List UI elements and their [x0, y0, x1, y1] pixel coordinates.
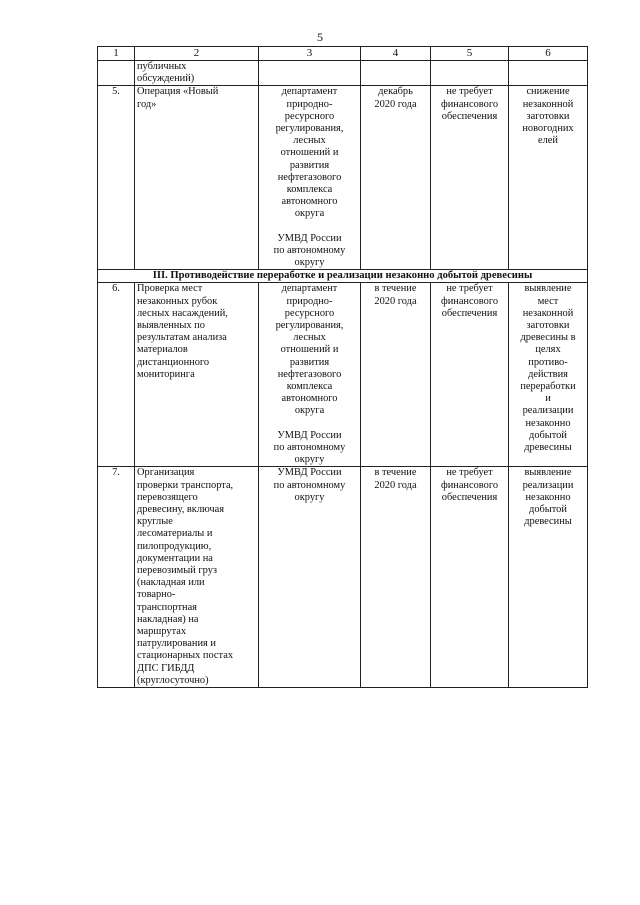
text-line: округа	[294, 405, 325, 417]
text-line: УМВД России	[277, 232, 342, 244]
text-line: снижение	[526, 86, 570, 98]
text-line: Проверка мест	[137, 283, 203, 295]
text-line: Операция «Новый	[137, 86, 219, 98]
deadline-cell	[361, 283, 431, 467]
text-line: в течение	[374, 467, 417, 479]
responsible-cell	[259, 283, 361, 467]
text-line: древесины в	[520, 332, 576, 344]
result-cell	[509, 283, 588, 467]
text-line: не требует	[446, 467, 493, 479]
text-line: УМВД России	[277, 467, 342, 479]
text-line: перевозящего	[137, 491, 198, 503]
text-line: округу	[294, 454, 325, 466]
text-line: нефтегазового	[277, 368, 342, 380]
column-number: 6	[509, 47, 588, 61]
text-line: округу	[294, 257, 325, 269]
text-line: (круглосуточно)	[137, 674, 209, 686]
section-heading-row	[98, 270, 588, 283]
text-line: Организация	[137, 467, 195, 479]
responsible-cell	[259, 86, 361, 270]
text-line: департамент	[281, 283, 338, 295]
text-line: выявление	[524, 467, 572, 479]
spacer	[261, 221, 358, 233]
section-title: III. Противодействие переработке и реализации незаконно добытой древесины	[98, 270, 588, 283]
table-row-continued	[98, 61, 588, 86]
text-line: год»	[137, 98, 157, 110]
text-line: проверки транспорта,	[137, 479, 234, 491]
spacer	[261, 418, 358, 430]
text-line: финансового	[440, 479, 499, 491]
text-line: товарно-	[137, 589, 176, 601]
funding-cell	[431, 283, 509, 467]
text-line: пилопродукцию,	[137, 540, 212, 552]
text-line: лесных насаждений,	[137, 307, 228, 319]
text-line: реализации	[522, 479, 574, 491]
text-line: декабрь	[378, 86, 413, 98]
text-line: лесоматериалы и	[137, 528, 213, 540]
text-line: целях	[535, 344, 561, 356]
text-line: регулирования,	[275, 320, 344, 332]
text-line: транспортная	[137, 601, 197, 613]
text-line: обеспечения	[441, 491, 498, 503]
text-line: отношений и	[280, 147, 339, 159]
result-cell	[509, 86, 588, 270]
text-line: документации на	[137, 552, 213, 564]
text-line: отношений и	[280, 344, 339, 356]
column-number: 3	[259, 47, 361, 61]
column-number: 1	[98, 47, 135, 61]
funding-cell	[431, 86, 509, 270]
text-line: накладная) на	[137, 613, 199, 625]
row-number: 7.	[98, 467, 135, 688]
text-line: незаконной	[522, 98, 574, 110]
text-line: лесных	[293, 135, 326, 147]
text-line: ресурсного	[284, 110, 335, 122]
table-row	[98, 86, 588, 270]
text-line: и	[545, 393, 551, 405]
row-number: 5.	[98, 86, 135, 270]
column-number: 2	[135, 47, 259, 61]
text-line: в течение	[374, 283, 417, 295]
activity-cell	[135, 86, 259, 270]
text-line: нефтегазового	[277, 171, 342, 183]
page-number: 5	[317, 30, 323, 44]
text-line: автономного	[281, 393, 338, 405]
text-line: незаконно	[525, 417, 571, 429]
text-line: незаконно	[525, 491, 571, 503]
text-line: развития	[289, 159, 330, 171]
table-row	[98, 467, 588, 688]
text-line: лесных	[293, 332, 326, 344]
deadline-cell	[361, 467, 431, 688]
text-line: (накладная или	[137, 577, 205, 589]
text-line: ресурсного	[284, 307, 335, 319]
text-line: новогодних	[522, 123, 574, 135]
text-line: ДПС ГИБДД	[137, 662, 195, 674]
activity-cell	[135, 61, 259, 86]
column-number: 5	[431, 47, 509, 61]
text-line: мест	[537, 295, 559, 307]
text-line: природно-	[286, 98, 333, 110]
text-line: комплекса	[286, 184, 333, 196]
text-line: маршрутах	[137, 625, 187, 637]
text-line: развития	[289, 356, 330, 368]
text-line: древесины	[524, 442, 572, 454]
text-line: выявленных по	[137, 320, 205, 332]
text-line: автономного	[281, 196, 338, 208]
text-line: добытой	[529, 429, 567, 441]
text-line: заготовки	[526, 320, 570, 332]
table-row	[98, 283, 588, 467]
activity-cell	[135, 283, 259, 467]
text-line: округу	[294, 491, 325, 503]
text-line: незаконных рубок	[137, 295, 218, 307]
funding-cell	[431, 467, 509, 688]
responsible-cell	[259, 467, 361, 688]
text-line: 2020 года	[374, 479, 417, 491]
activity-cell	[135, 467, 259, 688]
text-line: по автономному	[273, 244, 346, 256]
text-line: перевозимый груз	[137, 564, 218, 576]
text-line: стационарных постах	[137, 650, 234, 662]
text-line: добытой	[529, 503, 567, 515]
text-line: древесины	[524, 516, 572, 528]
text-line: заготовки	[526, 110, 570, 122]
column-number-row	[98, 47, 588, 61]
text-line: финансового	[440, 98, 499, 110]
text-line: обсуждений)	[137, 73, 195, 85]
text-line: реализации	[522, 405, 574, 417]
text-line: департамент	[281, 86, 338, 98]
text-line: незаконной	[522, 307, 574, 319]
text-line: дистанционного	[137, 356, 210, 368]
text-line: мониторинга	[137, 368, 195, 380]
text-line: переработки	[520, 381, 576, 393]
text-line: обеспечения	[441, 110, 498, 122]
text-line: комплекса	[286, 381, 333, 393]
text-line: результатам анализа	[137, 332, 227, 344]
text-line: УМВД России	[277, 429, 342, 441]
text-line: финансового	[440, 295, 499, 307]
text-line: противо-	[528, 356, 568, 368]
deadline-cell	[361, 86, 431, 270]
text-line: округа	[294, 208, 325, 220]
text-line: круглые	[137, 516, 173, 528]
text-line: елей	[538, 135, 558, 147]
text-line: природно-	[286, 295, 333, 307]
text-line: действия	[528, 368, 568, 380]
column-number: 4	[361, 47, 431, 61]
row-number: 6.	[98, 283, 135, 467]
text-line: древесину, включая	[137, 503, 225, 515]
text-line: патрулирования и	[137, 638, 216, 650]
text-line: публичных	[137, 61, 187, 72]
text-line: по автономному	[273, 479, 346, 491]
text-line: регулирования,	[275, 123, 344, 135]
text-line: по автономному	[273, 441, 346, 453]
result-cell	[509, 467, 588, 688]
text-line: обеспечения	[441, 307, 498, 319]
text-line: материалов	[137, 344, 188, 356]
text-line: 2020 года	[374, 98, 417, 110]
text-line: не требует	[446, 86, 493, 98]
text-line: 2020 года	[374, 295, 417, 307]
text-line: не требует	[446, 283, 493, 295]
text-line: выявление	[524, 283, 572, 295]
action-plan-table	[97, 46, 588, 688]
